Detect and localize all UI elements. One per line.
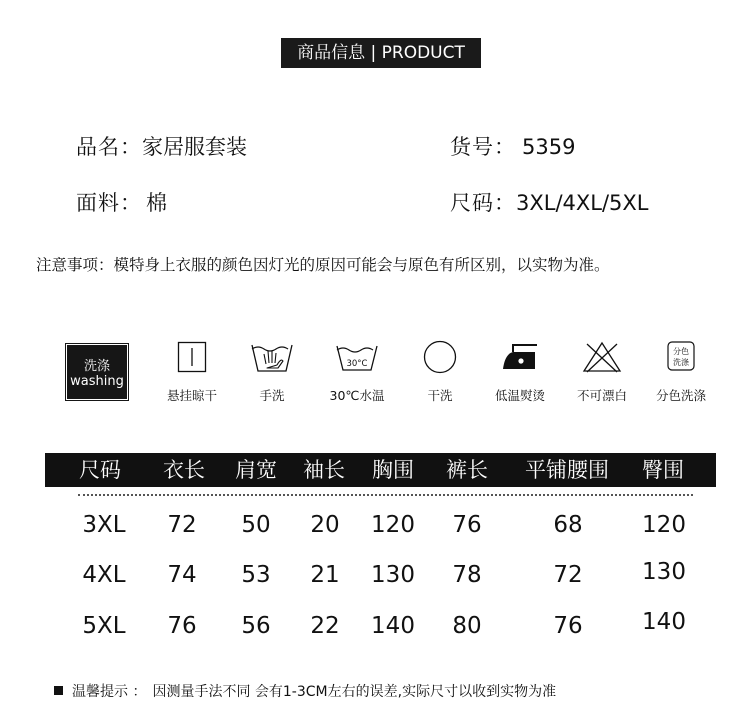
header-pants-length: 裤长	[446, 458, 488, 482]
cell-length: 72	[167, 512, 197, 538]
header-chest: 胸围	[372, 458, 414, 482]
fabric-value: 棉	[146, 191, 167, 215]
care-label: 分色洗涤	[655, 388, 706, 403]
cell-waist-flat: 72	[553, 562, 583, 588]
care-label: 手洗	[259, 388, 285, 403]
care-label: 悬挂晾干	[166, 388, 217, 403]
washing-badge-subtitle: washing	[70, 374, 124, 389]
no-bleach-icon	[581, 340, 623, 374]
cell-size: 3XL	[82, 512, 126, 538]
cell-pants-length: 80	[452, 613, 482, 639]
product-name-row	[76, 131, 247, 161]
cell-hip: 130	[642, 559, 686, 585]
care-label: 低温熨烫	[494, 388, 545, 403]
care-item-wash-30	[322, 340, 392, 410]
washing-badge-title: 洗涤	[83, 359, 110, 374]
fabric-row	[76, 187, 167, 217]
table-divider	[78, 494, 693, 496]
cell-chest: 140	[371, 613, 415, 639]
cell-size: 5XL	[82, 613, 126, 639]
size-table-header	[45, 453, 716, 487]
cell-chest: 120	[371, 512, 415, 538]
separate-mark-line1: 分色	[673, 347, 689, 356]
cell-pants-length: 76	[452, 512, 482, 538]
size-label: 尺码：	[450, 191, 516, 215]
fabric-label: 面料：	[76, 191, 142, 215]
tip-label: 温馨提示 ：	[72, 684, 147, 700]
cell-shoulder: 53	[241, 562, 271, 588]
header-shoulder: 肩宽	[235, 458, 277, 482]
product-name-value: 家居服套装	[142, 135, 247, 159]
bullet-square-icon	[54, 686, 63, 695]
size-value: 3XL/4XL/5XL	[516, 191, 649, 215]
product-sku-label: 货号：	[450, 135, 516, 159]
care-label: 30℃水温	[329, 388, 385, 403]
product-sku-value: 5359	[522, 135, 576, 159]
tip-text: 因测量手法不同 会有1-3CM左右的误差,实际尺寸以收到实物为准	[152, 684, 557, 700]
hang-dry-icon	[176, 340, 208, 374]
cell-sleeve: 22	[310, 613, 340, 639]
cell-size: 4XL	[82, 562, 126, 588]
header-length: 衣长	[163, 458, 205, 482]
care-item-hand-wash	[237, 340, 307, 410]
water-temp-mark: 30°C	[346, 359, 368, 369]
size-row	[450, 187, 649, 217]
cell-waist-flat: 76	[553, 613, 583, 639]
header-sleeve: 袖长	[303, 458, 345, 482]
cell-hip: 140	[642, 609, 686, 635]
notice-text: 注意事项：模特身上衣服的颜色因灯光的原因可能会与原色有所区别，以实物为准。	[36, 256, 610, 274]
wash-30c-icon	[334, 340, 380, 374]
tip-note	[54, 681, 556, 701]
cell-waist-flat: 68	[553, 512, 583, 538]
hand-wash-icon	[249, 340, 295, 374]
cell-pants-length: 78	[452, 562, 482, 588]
care-item-separate-wash	[646, 340, 716, 410]
header-hip: 臀围	[642, 458, 684, 482]
cell-chest: 130	[371, 562, 415, 588]
care-item-low-iron	[485, 340, 555, 410]
separate-wash-icon	[666, 340, 696, 372]
washing-badge	[66, 344, 128, 400]
section-title-banner: 商品信息 | PRODUCT	[281, 38, 481, 68]
cell-hip: 120	[642, 512, 686, 538]
cell-sleeve: 21	[310, 562, 340, 588]
cell-sleeve: 20	[310, 512, 340, 538]
cell-shoulder: 50	[241, 512, 271, 538]
header-waist-flat: 平铺腰围	[525, 458, 609, 482]
header-size: 尺码	[79, 458, 121, 482]
cell-shoulder: 56	[241, 613, 271, 639]
separate-mark-line2: 洗涤	[673, 358, 689, 367]
care-label: 干洗	[427, 388, 453, 403]
cell-length: 74	[167, 562, 197, 588]
low-iron-icon	[499, 340, 541, 374]
dry-clean-icon	[422, 340, 458, 376]
product-sku-row	[450, 131, 575, 161]
care-label: 不可漂白	[576, 388, 627, 403]
product-name-label: 品名：	[76, 135, 142, 159]
cell-length: 76	[167, 613, 197, 639]
